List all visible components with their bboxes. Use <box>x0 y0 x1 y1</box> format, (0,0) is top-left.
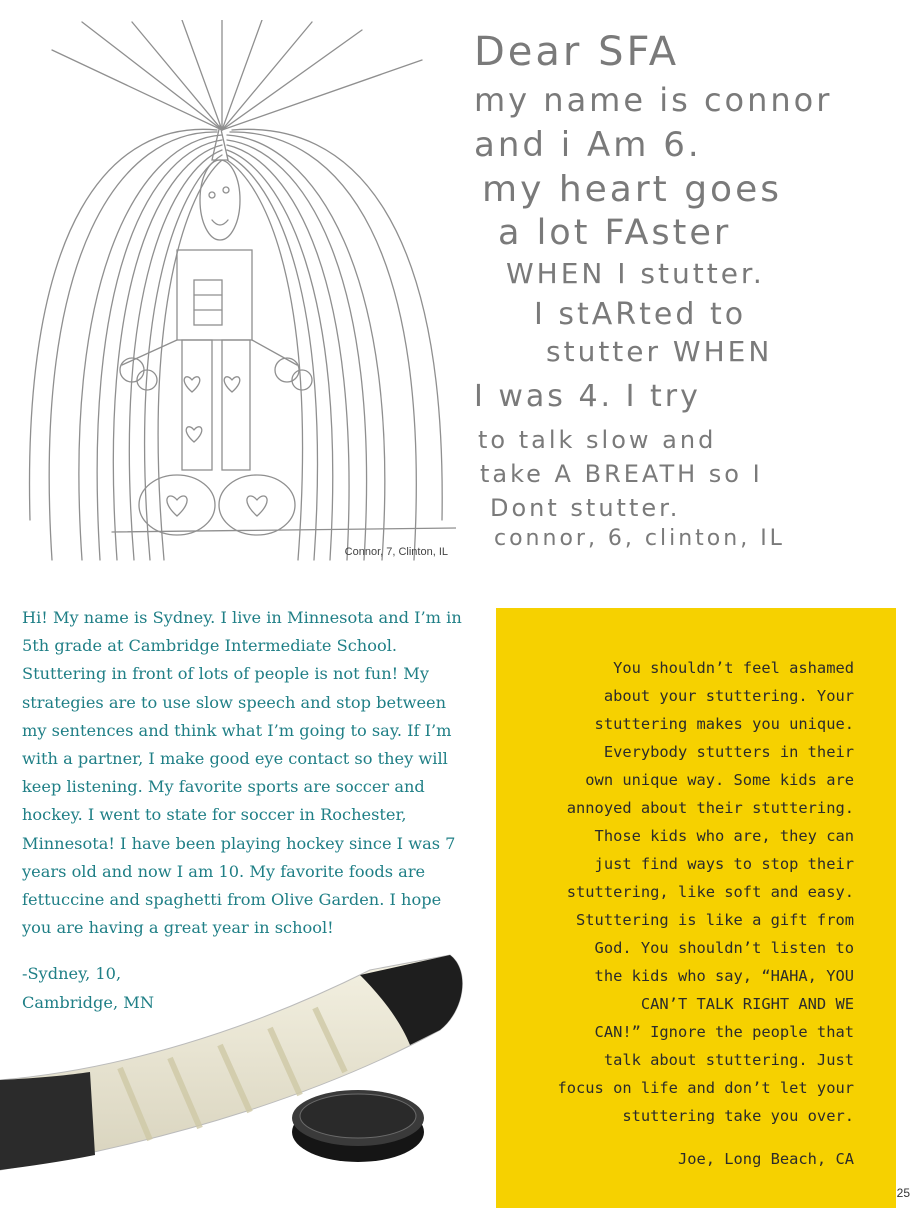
letter-line: a lot FAster <box>498 213 732 253</box>
joe-signature: Joe, Long Beach, CA <box>677 1150 854 1168</box>
handwritten-letter <box>470 20 900 565</box>
letter-line: connor, 6, clinton, IL <box>494 526 785 551</box>
child-drawing <box>22 20 456 565</box>
joe-letter-body: You shouldn’t feel ashamed about your stuttering. Your stuttering makes you unique. Everybody stutters in their own unique way. Some kids are annoyed about their stuttering. Those kids who are, they can just find ways to stop their stuttering, like soft and easy. Stuttering is like a gift from God. You shouldn’t listen to the kids who say, “HAHA, YOU CAN’T TALK RIGHT AND WE CAN!” Ignore the people that talk about stuttering. Just focus on life and don’t let your stuttering take you over. <box>557 659 854 1125</box>
letter-line: take A BREATH so I <box>480 460 763 488</box>
letter-line: to talk slow and <box>478 426 717 454</box>
letter-line: and i Am 6. <box>474 125 702 165</box>
letter-line: I was 4. I try <box>474 379 701 414</box>
joe-letter-box <box>496 608 896 1208</box>
hockey-stick-and-puck-image <box>0 950 470 1180</box>
letter-line: Dear SFA <box>474 29 680 75</box>
sydney-signature-line1: -Sydney, 10, <box>22 964 122 984</box>
sydney-letter-body: Hi! My name is Sydney. I live in Minnesota and I’m in 5th grade at Cambridge Intermediate School. Stuttering in front of lots of people is not fun! My strategies are to use slow speech and stop between my sentences and think what I’m going to say. If I’m with a partner, I make good eye contact so they will keep listening. My favorite sports are soccer and hockey. I went to state for soccer in Rochester, Minnesota! I have been playing hockey since I was 7 years old and now I am 10. My favorite foods are fettuccine and spaghetti from Olive Garden. I hope you are having a great year in school! <box>22 608 462 938</box>
letter-line: my name is connor <box>474 81 833 119</box>
sydney-signature-line2: Cambridge, MN <box>22 992 154 1012</box>
drawing-caption: Connor, 7, Clinton, IL <box>344 546 448 558</box>
letter-line: Dont stutter. <box>490 494 681 522</box>
letter-line: stutter WHEN <box>546 335 773 368</box>
letter-line: I stARted to <box>534 297 747 332</box>
letter-line: WHEN I stutter. <box>506 257 765 290</box>
letter-line: my heart goes <box>482 169 782 210</box>
page-number: 25 <box>896 1186 910 1200</box>
